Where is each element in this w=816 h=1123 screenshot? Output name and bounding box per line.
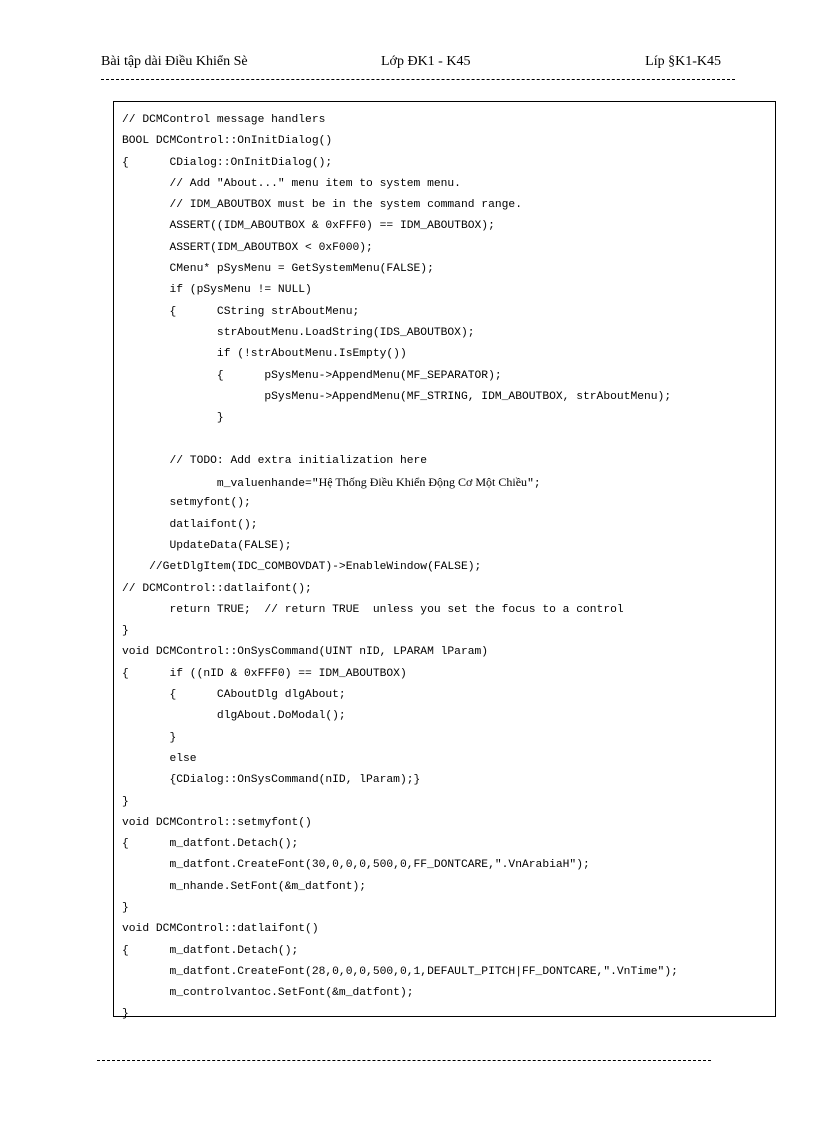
header-right-text: Líp §K1-K45 — [645, 54, 721, 69]
code-line — [122, 515, 678, 536]
code-line-text: } — [122, 625, 129, 638]
code-line — [122, 941, 678, 962]
code-line-text: void DCMControl::OnSysCommand(UINT nID, LPARAM lParam) — [122, 646, 489, 659]
code-line — [122, 855, 678, 876]
code-line-text: { CString strAboutMenu; — [122, 305, 360, 318]
code-line — [122, 259, 678, 280]
code-line — [122, 706, 678, 727]
code-line-text: pSysMenu->AppendMenu(MF_STRING, IDM_ABOUTBOX, strAboutMenu); — [122, 390, 672, 403]
code-line — [122, 451, 678, 472]
page-header — [101, 54, 721, 72]
code-line-text: { m_datfont.Detach(); — [122, 944, 299, 957]
code-line — [122, 472, 678, 493]
code-line-text: } — [122, 901, 129, 914]
code-line-text: {CDialog::OnSysCommand(nID, lParam);} — [122, 774, 421, 787]
code-line — [122, 621, 678, 642]
code-line-text: // DCMControl::datlaifont(); — [122, 582, 312, 595]
code-line — [122, 642, 678, 663]
code-line-text: // DCMControl message handlers — [122, 114, 326, 126]
code-line-text: m_valuenhande=" — [122, 478, 319, 491]
code-line-text: // IDM_ABOUTBOX must be in the system command range. — [122, 199, 522, 212]
code-line-text: dlgAbout.DoModal(); — [122, 710, 346, 723]
header-divider — [101, 79, 735, 80]
code-line-text: if (pSysMenu != NULL) — [122, 284, 312, 297]
code-line-text: void DCMControl::setmyfont() — [122, 816, 312, 829]
code-line — [122, 153, 678, 174]
code-line-text: } — [122, 1008, 129, 1021]
code-listing — [122, 110, 678, 1026]
code-line-text: m_nhande.SetFont(&m_datfont); — [122, 880, 367, 893]
code-line — [122, 195, 678, 216]
code-line — [122, 792, 678, 813]
code-line — [122, 728, 678, 749]
code-line-text: strAboutMenu.LoadString(IDS_ABOUTBOX); — [122, 326, 475, 339]
code-line-text: UpdateData(FALSE); — [122, 539, 292, 552]
code-line — [122, 983, 678, 1004]
code-line-text: ASSERT(IDM_ABOUTBOX < 0xF000); — [122, 241, 373, 254]
code-line — [122, 216, 678, 237]
code-line-text: { if ((nID & 0xFFF0) == IDM_ABOUTBOX) — [122, 667, 407, 680]
code-line — [122, 174, 678, 195]
code-line — [122, 323, 678, 344]
header-center-text: Lớp ĐK1 - K45 — [381, 54, 471, 69]
code-line-text: { m_datfont.Detach(); — [122, 838, 299, 851]
code-line — [122, 813, 678, 834]
code-line-text: ASSERT((IDM_ABOUTBOX & 0xFFF0) == IDM_ABOUTBOX); — [122, 220, 495, 233]
code-line — [122, 579, 678, 600]
code-line — [122, 110, 678, 131]
code-line — [122, 685, 678, 706]
code-line — [122, 387, 678, 408]
code-line-text: } — [122, 731, 177, 744]
code-line — [122, 749, 678, 770]
header-left-text: Bài tập dài Điều Khiển Sè — [101, 54, 248, 69]
code-line-text: { CDialog::OnInitDialog(); — [122, 156, 333, 169]
code-line-text: // Add "About..." menu item to system menu. — [122, 177, 461, 190]
code-line-text: m_controlvantoc.SetFont(&m_datfont); — [122, 987, 414, 1000]
code-line — [122, 1004, 678, 1025]
code-line-text: } — [122, 795, 129, 808]
code-vietnamese-string: Hệ Thống Điều Khiển Động Cơ Một Chiều — [318, 475, 528, 490]
code-line-text: { CAboutDlg dlgAbout; — [122, 689, 346, 702]
code-line — [122, 131, 678, 152]
code-line — [122, 366, 678, 387]
code-line — [122, 429, 678, 450]
code-line-text: { pSysMenu->AppendMenu(MF_SEPARATOR); — [122, 369, 502, 382]
code-line — [122, 898, 678, 919]
code-line — [122, 238, 678, 259]
code-line-text: BOOL DCMControl::OnInitDialog() — [122, 135, 333, 148]
code-line — [122, 834, 678, 855]
code-line — [122, 493, 678, 514]
code-line — [122, 344, 678, 365]
code-line-suffix: "; — [527, 478, 541, 491]
code-listing-box — [113, 101, 776, 1021]
code-line-text: else — [122, 752, 197, 765]
code-line — [122, 408, 678, 429]
code-line — [122, 877, 678, 898]
code-line-text: datlaifont(); — [122, 518, 258, 531]
code-line-text: setmyfont(); — [122, 497, 251, 510]
code-line — [122, 302, 678, 323]
code-line — [122, 919, 678, 940]
code-line-text: // TODO: Add extra initialization here — [122, 454, 428, 467]
code-line — [122, 280, 678, 301]
code-line-text: CMenu* pSysMenu = GetSystemMenu(FALSE); — [122, 263, 434, 276]
code-line-text: return TRUE; // return TRUE unless you set the focus to a control — [122, 603, 624, 616]
code-line — [122, 557, 678, 578]
code-line — [122, 962, 678, 983]
code-line-text: void DCMControl::datlaifont() — [122, 923, 319, 936]
code-line-text: } — [122, 412, 224, 425]
footer-divider — [97, 1060, 711, 1061]
code-line-text: m_datfont.CreateFont(30,0,0,0,500,0,FF_DONTCARE,".VnArabiaH"); — [122, 859, 590, 872]
code-line-text: m_datfont.CreateFont(28,0,0,0,500,0,1,DEFAULT_PITCH|FF_DONTCARE,".VnTime"); — [122, 965, 678, 978]
code-line — [122, 664, 678, 685]
code-line — [122, 770, 678, 791]
code-line-text: if (!strAboutMenu.IsEmpty()) — [122, 348, 407, 361]
code-line-text: //GetDlgItem(IDC_COMBOVDAT)->EnableWindow(FALSE); — [122, 561, 482, 574]
code-line — [122, 536, 678, 557]
code-line — [122, 600, 678, 621]
